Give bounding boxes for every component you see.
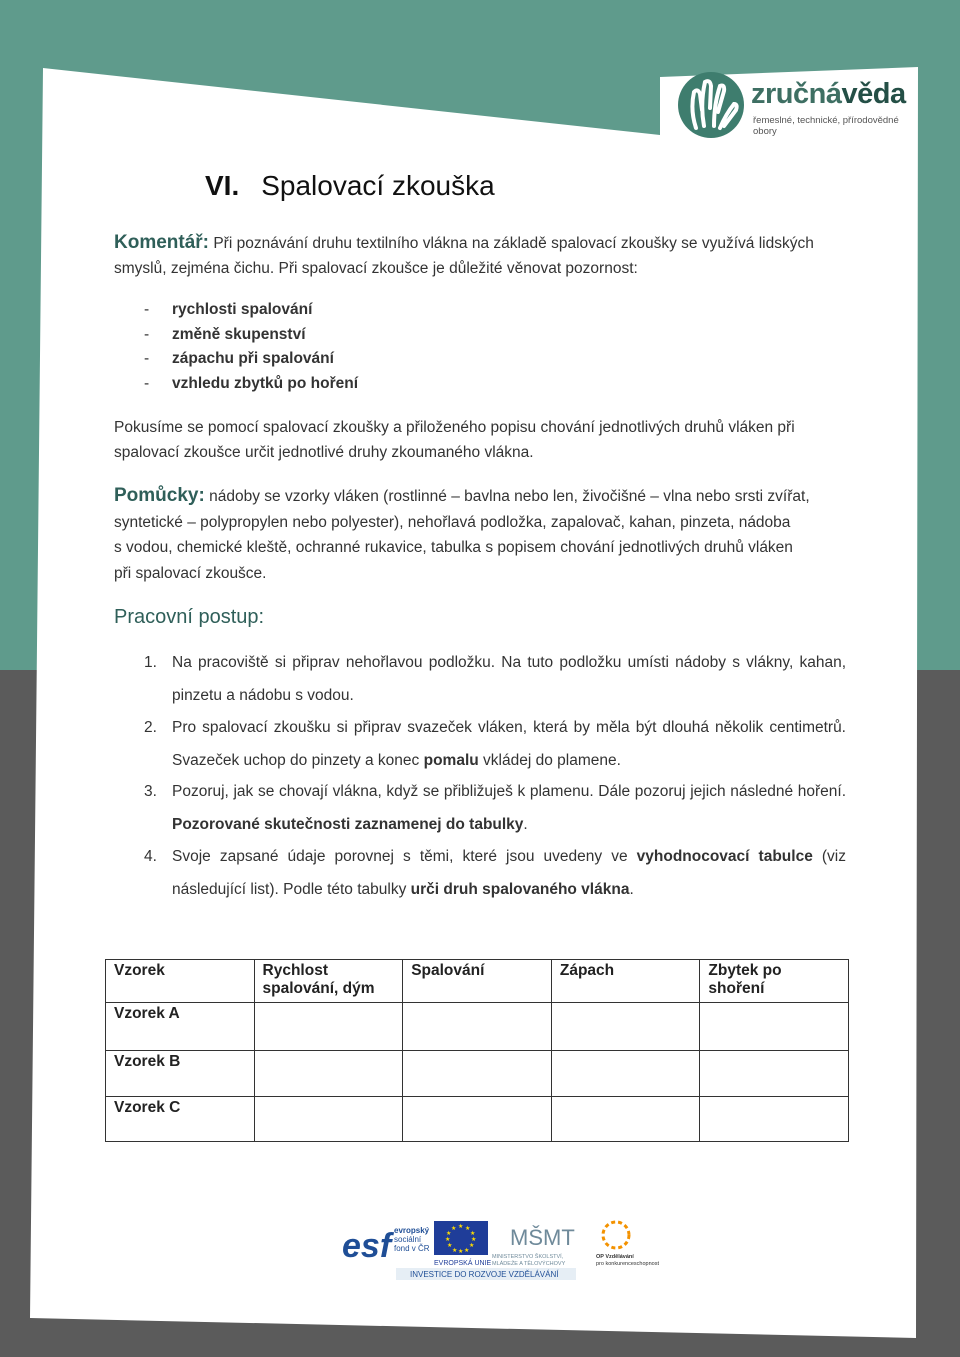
table-cell[interactable] xyxy=(700,1051,849,1097)
procedure-step: 2. Pro spalovací zkoušku si připrav svazeček vláken, která by měla být dlouhá několik centimetrů. Svazeček uchop do pinzety a konec pomalu vkládej do plamene. xyxy=(144,719,846,769)
comment-line-2: smyslů, zejména čichu. Při spalovací zkoušce je důležité věnovat pozornost: xyxy=(114,260,638,277)
table-cell[interactable] xyxy=(700,1003,849,1051)
svg-text:sociální: sociální xyxy=(394,1235,422,1244)
svg-text:★: ★ xyxy=(447,1242,453,1249)
table-row-label: Vzorek C xyxy=(106,1097,255,1142)
bullet-item: - rychlosti spalování xyxy=(144,301,313,318)
table-cell[interactable] xyxy=(403,1051,552,1097)
svg-text:MŠMT: MŠMT xyxy=(510,1225,575,1250)
svg-text:★: ★ xyxy=(469,1242,475,1249)
procedure-title: Pracovní postup: xyxy=(114,606,265,628)
svg-text:★: ★ xyxy=(446,1230,452,1237)
svg-text:★: ★ xyxy=(470,1230,476,1237)
table-cell[interactable] xyxy=(254,1051,403,1097)
svg-text:★: ★ xyxy=(471,1236,477,1243)
table-header: Zbytek po shoření xyxy=(700,960,849,1003)
bullet-item: - vzhledu zbytků po hoření xyxy=(144,375,359,392)
table-cell[interactable] xyxy=(403,1097,552,1142)
table-row xyxy=(106,1003,849,1051)
tools-paragraph: Pomůcky: nádoby se vzorky vláken (rostlinné – bavlna nebo len, živočišné – vlna nebo srsti zvířat, syntetické – polypropylen nebo polyester), nehořlavá podložka, zapalovač, kahan, pinzeta, nádoba s vodou, chemické kleště, ochranné rukavice, tabulka s popisem chování jednotlivých druhů vláken při spalovací zkoušce. xyxy=(114,485,810,582)
svg-text:★: ★ xyxy=(452,1247,458,1254)
op-vk-logo xyxy=(596,1222,659,1267)
svg-text:MLÁDEŽE A TĚLOVÝCHOVY: MLÁDEŽE A TĚLOVÝCHOVY xyxy=(492,1261,566,1267)
table-cell[interactable] xyxy=(551,1003,700,1051)
table-row-label: Vzorek B xyxy=(106,1051,255,1097)
svg-text:MINISTERSTVO ŠKOLSTVÍ,: MINISTERSTVO ŠKOLSTVÍ, xyxy=(492,1254,564,1260)
bullet-item: - změně skupenství xyxy=(144,326,306,343)
svg-text:esf: esf xyxy=(342,1227,392,1265)
table-header: Rychlost spalování, dým xyxy=(254,960,403,1003)
comment-line-1: Při poznávání druhu textilního vlákna na základě spalovací zkoušky se využívá lidských xyxy=(213,235,814,252)
bullet-item: - zápachu při spalování xyxy=(144,350,334,367)
funding-logos xyxy=(340,1215,659,1283)
procedure-step: 1. Na pracoviště si připrav nehořlavou podložku. Na tuto podložku umísti nádoby s vlákny, kahan, pinzetu a nádobu s vodou. xyxy=(144,654,846,704)
svg-text:OP Vzdělávání: OP Vzdělávání xyxy=(596,1254,634,1260)
table-cell[interactable] xyxy=(700,1097,849,1142)
svg-text:★: ★ xyxy=(445,1236,451,1243)
logo-name: zručnávěda xyxy=(751,78,906,110)
procedure-step: 4. Svoje zapsané údaje porovnej s těmi, které jsou uvedeny ve vyhodnocovací tabulce (viz následující list). Podle této tabulky urči druh spalovaného vlákna. xyxy=(144,848,846,898)
zrucna-veda-logo xyxy=(676,70,911,140)
page-title xyxy=(205,170,495,202)
intro-paragraph: Pokusíme se pomocí spalovací zkoušky a přiloženého popisu chování jednotlivých druhů vláken při spalovací zkoušce určit jednotlivé druhy zkoumaného vlákna. xyxy=(114,419,795,461)
table-row xyxy=(106,1051,849,1097)
eu-flag-logo xyxy=(434,1221,492,1267)
svg-text:EVROPSKÁ UNIE: EVROPSKÁ UNIE xyxy=(434,1260,492,1267)
investment-slogan: INVESTICE DO ROZVOJE VZDĚLÁVÁNÍ xyxy=(410,1270,559,1279)
comment-label: Komentář: xyxy=(114,232,210,253)
svg-text:★: ★ xyxy=(458,1248,464,1255)
table-row xyxy=(106,1097,849,1142)
table-cell[interactable] xyxy=(254,1003,403,1051)
table-row-label: Vzorek A xyxy=(106,1003,255,1051)
table-header: Zápach xyxy=(551,960,700,1003)
svg-text:★: ★ xyxy=(458,1223,464,1230)
svg-text:pro konkurenceschopnost: pro konkurenceschopnost xyxy=(596,1261,659,1267)
hand-leaf-icon xyxy=(676,70,746,140)
svg-text:★: ★ xyxy=(464,1247,470,1254)
svg-text:fond v ČR: fond v ČR xyxy=(394,1244,430,1253)
table-cell[interactable] xyxy=(551,1051,700,1097)
table-cell[interactable] xyxy=(551,1097,700,1142)
tools-label: Pomůcky: xyxy=(114,485,205,506)
logo-tagline: řemeslné, technické, přírodovědné obory xyxy=(753,115,899,137)
table-cell[interactable] xyxy=(403,1003,552,1051)
table-header: Vzorek xyxy=(106,960,255,1003)
svg-text:evropský: evropský xyxy=(394,1226,430,1235)
svg-text:★: ★ xyxy=(451,1225,457,1232)
section-number: VI. xyxy=(205,170,240,201)
observation-table xyxy=(105,959,849,1142)
svg-text:★: ★ xyxy=(465,1225,471,1232)
table-cell[interactable] xyxy=(254,1097,403,1142)
procedure-step: 3. Pozoruj, jak se chovají vlákna, když se přibližuješ k plamenu. Dále pozoruj jejich následné hoření. Pozorované skutečnosti zaznamenej do tabulky. xyxy=(144,783,846,833)
section-title: Spalovací zkouška xyxy=(261,170,495,201)
msmt-logo xyxy=(492,1225,575,1267)
esf-logo xyxy=(340,1219,430,1265)
table-header: Spalování xyxy=(403,960,552,1003)
comment-paragraph xyxy=(114,230,846,281)
